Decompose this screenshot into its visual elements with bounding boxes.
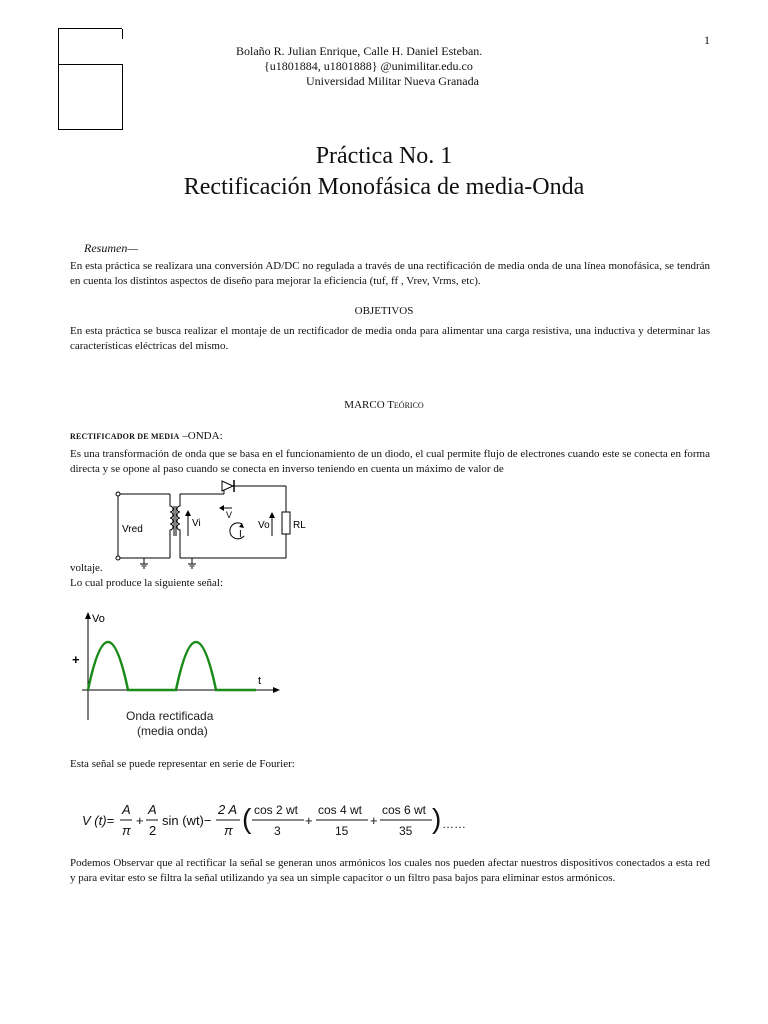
header-box-bottom xyxy=(58,64,123,130)
label-vo: Vo xyxy=(258,520,270,531)
formula-sin: sin (wt)− xyxy=(162,813,212,828)
rectificador-heading-a: RECTIFICADOR DE MEDIA xyxy=(70,432,180,441)
marco-heading xyxy=(0,399,768,411)
formula-term2-num: cos 4 wt xyxy=(318,803,363,817)
svg-text:+: + xyxy=(370,813,378,828)
title-line-1: Práctica No. 1 xyxy=(315,143,453,169)
resumen-text: En esta práctica se realizara una conversión AD/DC no regulada a través de una rectificación de media onda de una línea monofásica, se tendrán en cuenta los distintos aspectos de diseño para mejorar la eficiencia (tuf, ff , Vrev, Vrms, etc). xyxy=(70,260,710,287)
waveform-y-label: Vo xyxy=(92,613,105,625)
label-rl: RL xyxy=(293,520,306,531)
marco-heading-a: MARCO T xyxy=(344,399,394,411)
author-emails: {u1801884, u1801888} @unimilitar.edu.co xyxy=(264,59,473,73)
rectificador-text: Es una transformación de onda que se basa en el funcionamiento de un diodo, el cual permite flujo de electrones cuando este se conecta en forma directa y se opone al paso cuando se conecta en inverso teniendo en cuenta un máximo de valor de xyxy=(70,448,710,475)
half-wave-circuit-diagram xyxy=(108,478,308,574)
header-box-top xyxy=(58,28,122,65)
rectificador-heading-b: –ONDA: xyxy=(179,430,223,442)
label-v: V xyxy=(226,510,233,520)
author-affiliation: Universidad Militar Nueva Granada xyxy=(306,74,479,88)
svg-text:+: + xyxy=(305,813,313,828)
formula-two-a: 2 A xyxy=(218,802,238,817)
label-vred: Vred xyxy=(122,524,143,535)
author-names: Bolaño R. Julian Enrique, Calle H. Daniel Esteban. xyxy=(236,44,483,58)
waveform-caption-2: (media onda) xyxy=(137,724,208,738)
fourier-intro: Esta señal se puede representar en serie de Fourier: xyxy=(70,758,295,770)
signal-intro: Lo cual produce la siguiente señal: xyxy=(70,577,224,589)
label-vi: Vi xyxy=(192,518,201,529)
svg-text:(: ( xyxy=(242,803,252,834)
author-block xyxy=(236,44,536,89)
formula-pi1: π xyxy=(122,823,131,838)
conclusion-text: Podemos Observar que al rectificar la señal se generan unos armónicos los cuales nos pueden afectar nuestros dispositivos conectados a esta red y para evitar esto se filtra la señal utilizando ya sea un simple capacitor o un filtro pasa bajos para eliminar estos armónicos. xyxy=(70,857,710,884)
formula-two: 2 xyxy=(149,823,157,838)
formula-term2-den: 15 xyxy=(335,824,349,838)
formula-a1: A xyxy=(122,802,131,817)
page-title xyxy=(0,141,768,203)
label-i: I xyxy=(239,529,242,540)
title-line-2: Rectificación Monofásica de media-Onda xyxy=(183,174,585,200)
svg-text:): ) xyxy=(432,803,442,834)
svg-text:+: + xyxy=(136,813,144,828)
formula-term1-num: cos 2 wt xyxy=(254,803,299,817)
formula-lhs: V (t)= xyxy=(82,813,115,828)
objetivos-heading: OBJETIVOS xyxy=(354,305,414,317)
fourier-series-formula xyxy=(78,796,478,844)
formula-term3-num: cos 6 wt xyxy=(382,803,427,817)
formula-term1-den: 3 xyxy=(274,824,281,838)
rectificador-heading xyxy=(70,430,223,442)
marco-heading-b: eórico xyxy=(393,399,424,411)
formula-a2: A xyxy=(148,802,157,817)
waveform-caption-1: Onda rectificada xyxy=(126,709,214,723)
resumen-label: Resumen— xyxy=(84,241,138,255)
page-number: 1 xyxy=(704,33,710,47)
waveform-plus: + xyxy=(72,652,80,667)
objetivos-text: En esta práctica se busca realizar el montaje de un rectificador de media onda para alimentar una carga resistiva, una inductiva y determinar las características eléctricas del mismo. xyxy=(70,325,710,352)
formula-pi2: π xyxy=(224,823,233,838)
waveform-x-label: t xyxy=(258,675,262,687)
half-wave-waveform-chart xyxy=(70,608,290,744)
rectificador-text-end: voltaje. xyxy=(70,562,103,574)
formula-dots: …… xyxy=(442,817,466,831)
rectified-signal-line xyxy=(88,642,256,690)
formula-term3-den: 35 xyxy=(399,824,413,838)
